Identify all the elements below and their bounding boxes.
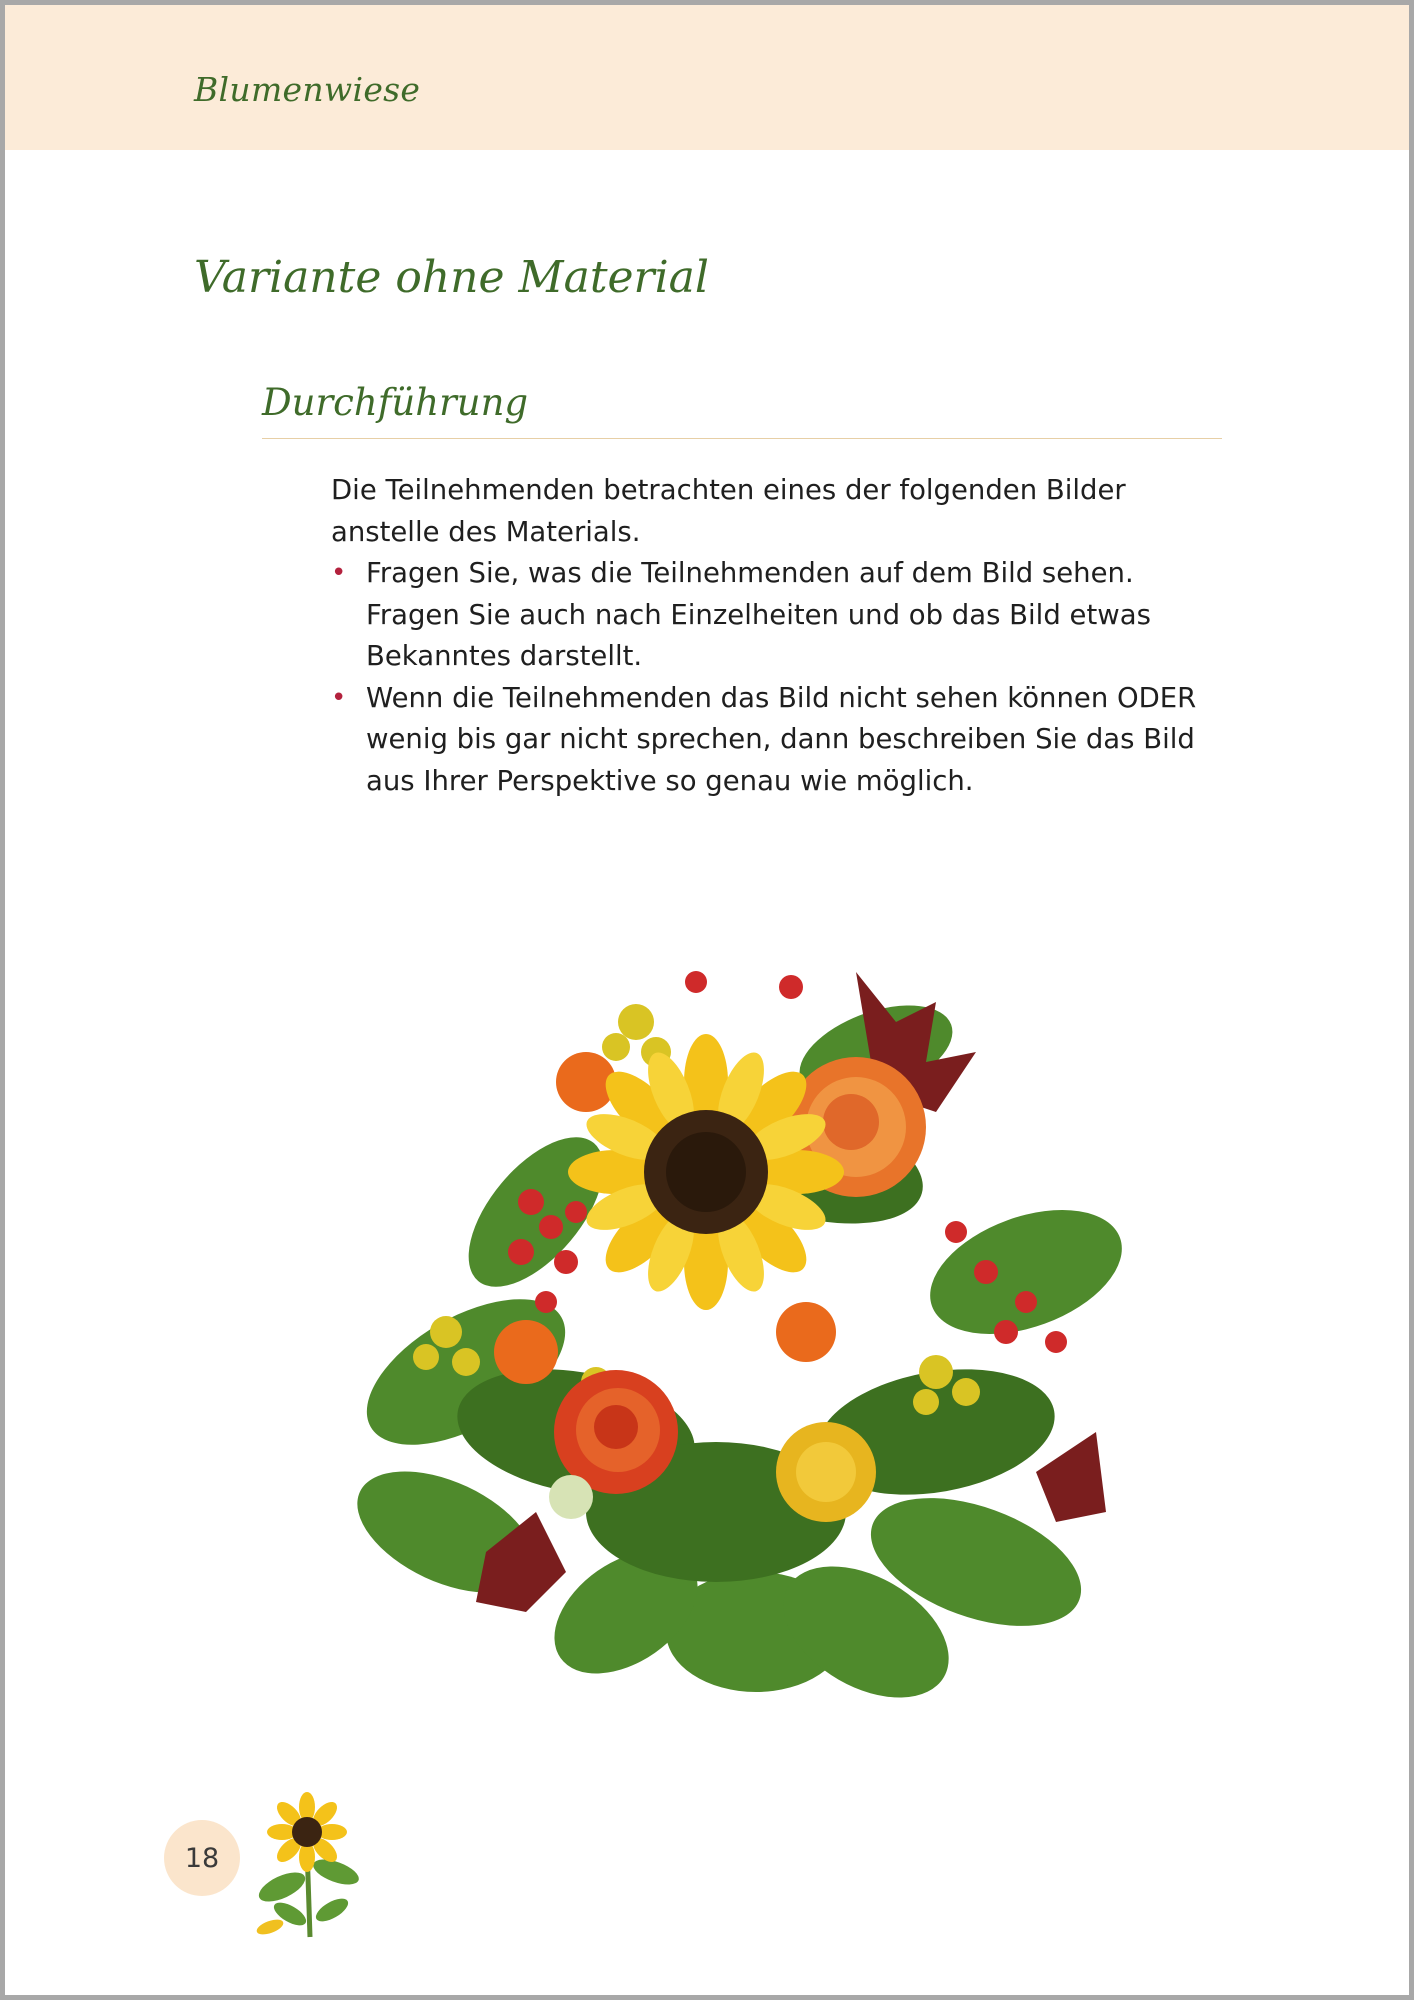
bullet-text: Fragen Sie, was die Teilnehmenden auf dem Bild sehen. Fragen Sie auch nach Einzelheiten und ob das Bild etwas Bekanntes darstellt. [366, 557, 1151, 672]
intro-paragraph: Die Teilnehmenden betrachten eines der folgenden Bilder anstelle des Materials. [331, 474, 1126, 548]
bullet-item [331, 678, 1231, 803]
bullet-text: Wenn die Teilnehmenden das Bild nicht sehen können ODER wenig bis gar nicht sprechen, dann beschreiben Sie das Bild aus Ihrer Perspektive so genau wie möglich. [366, 681, 1197, 797]
flower-bouquet-image [336, 912, 1176, 1712]
subsection-divider [262, 438, 1222, 439]
bullet-item [331, 553, 1231, 678]
subsection-title: Durchführung [262, 381, 529, 424]
sunflower-icon [250, 1792, 365, 1940]
section-title: Variante ohne Material [194, 252, 709, 303]
bullet-dot-icon: • [331, 682, 347, 713]
page-number: 18 [164, 1820, 240, 1896]
body-text [331, 470, 1231, 802]
bullet-dot-icon: • [331, 558, 347, 588]
running-header: Blumenwiese [194, 70, 421, 109]
bullet-list [331, 553, 1231, 802]
